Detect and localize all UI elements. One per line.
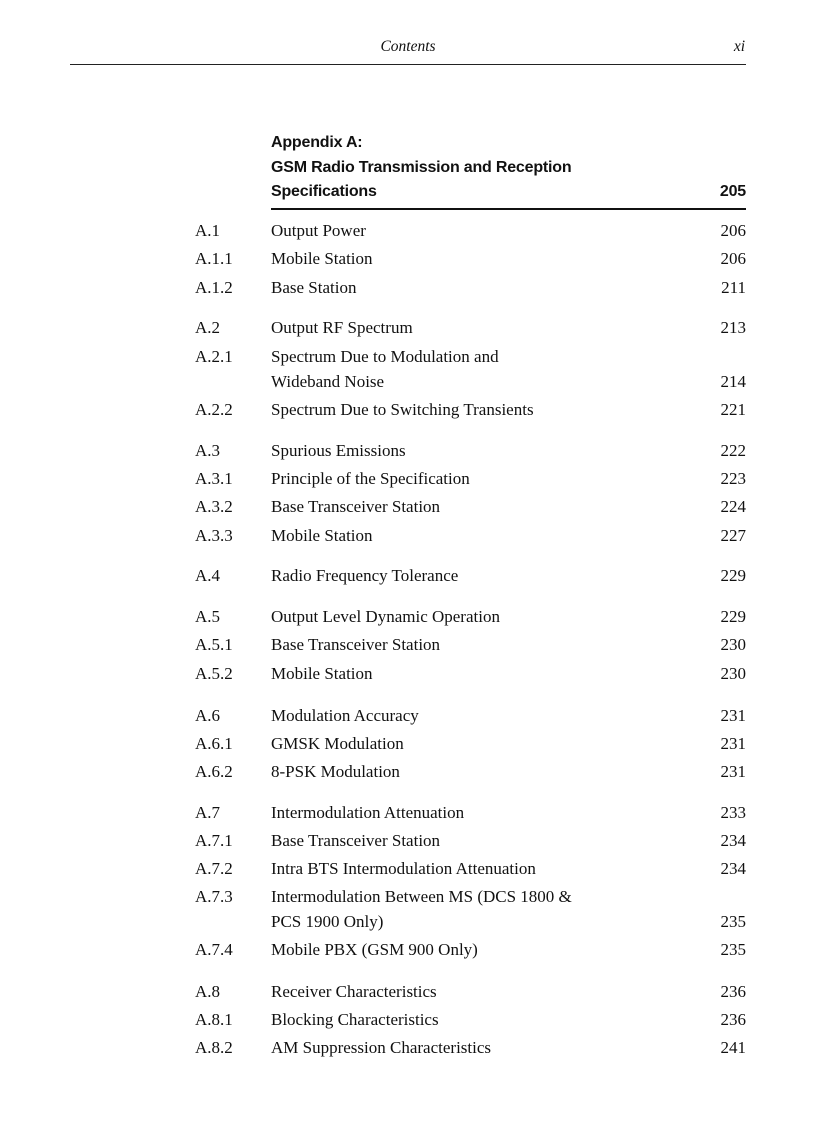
section-page: 223: [720, 469, 746, 488]
section-page: 230: [720, 664, 746, 683]
section-title: Mobile Station: [271, 249, 373, 268]
section-number: A.5: [195, 607, 221, 626]
section-title: Radio Frequency Tolerance: [271, 566, 459, 585]
section-page: 233: [720, 803, 746, 822]
section-title-continued: Wideband Noise: [271, 372, 385, 391]
section-title: Base Transceiver Station: [271, 497, 441, 516]
section-number: A.5.2: [195, 664, 233, 683]
section-number: A.3.2: [195, 497, 233, 516]
section-page: 230: [720, 635, 746, 654]
section-number: A.8.2: [195, 1038, 233, 1057]
section-number: A.1.1: [195, 249, 233, 268]
section-number: A.7.4: [195, 940, 233, 959]
appendix-title-text: Specifications: [271, 183, 377, 200]
section-title: Modulation Accuracy: [271, 706, 419, 725]
section-page: 231: [720, 762, 746, 781]
section-number: A.1: [195, 221, 221, 240]
section-number: A.6.1: [195, 734, 233, 753]
section-page: 206: [720, 221, 746, 240]
section-number: A.7.1: [195, 831, 233, 850]
section-page: 231: [720, 734, 746, 753]
section-number: A.7.3: [195, 887, 233, 906]
section-title: Output Power: [271, 221, 366, 240]
section-page: 241: [720, 1038, 746, 1057]
appendix-rule: [271, 208, 746, 210]
section-title: Mobile Station: [271, 526, 373, 545]
appendix-heading: [271, 131, 746, 210]
section-title: Intra BTS Intermodulation Attenuation: [271, 859, 536, 878]
section-title: GMSK Modulation: [271, 734, 404, 753]
section-page: 214: [720, 372, 746, 391]
section-title: Output Level Dynamic Operation: [271, 607, 500, 626]
section-page: 236: [720, 1010, 746, 1029]
section-page: 227: [720, 526, 746, 545]
section-page: 211: [721, 278, 746, 297]
section-page: 213: [720, 318, 746, 337]
appendix-page-number: 205: [719, 183, 746, 200]
section-page: 235: [720, 940, 746, 959]
section-number: A.3.3: [195, 526, 233, 545]
section-title: Spectrum Due to Switching Transients: [271, 400, 534, 419]
section-title: Intermodulation Attenuation: [271, 803, 465, 822]
running-head-title: Contents: [380, 38, 436, 55]
running-head: [70, 36, 746, 65]
section-number: A.3.1: [195, 469, 233, 488]
section-page: 236: [720, 982, 746, 1001]
section-page: 221: [720, 400, 746, 419]
section-title: Spurious Emissions: [271, 441, 406, 460]
section-page: 229: [720, 607, 746, 626]
section-title: Mobile PBX (GSM 900 Only): [271, 940, 478, 959]
section-number: A.3: [195, 441, 221, 460]
section-title: Base Transceiver Station: [271, 831, 441, 850]
section-title: Blocking Characteristics: [271, 1010, 439, 1029]
section-number: A.8.1: [195, 1010, 233, 1029]
section-number: A.7.2: [195, 859, 233, 878]
page-folio: xi: [733, 38, 745, 55]
section-number: A.2: [195, 318, 221, 337]
section-title: Intermodulation Between MS (DCS 1800 &: [271, 887, 572, 906]
section-page: 206: [720, 249, 746, 268]
section-number: A.4: [195, 566, 221, 585]
section-number: A.2.1: [195, 347, 233, 366]
section-number: A.7: [195, 803, 221, 822]
section-page: 234: [720, 831, 746, 850]
section-title: Principle of the Specification: [271, 469, 470, 488]
section-page: 231: [720, 706, 746, 725]
appendix-title-line1: GSM Radio Transmission and Reception: [271, 158, 572, 176]
section-number: A.6: [195, 706, 221, 725]
section-title: Spectrum Due to Modulation and: [271, 347, 499, 366]
section-page: 224: [720, 497, 746, 516]
section-title: Base Transceiver Station: [271, 635, 441, 654]
section-title: 8-PSK Modulation: [271, 762, 400, 781]
appendix-title-line2: [271, 180, 746, 205]
section-title: Output RF Spectrum: [271, 318, 413, 337]
section-number: A.2.2: [195, 400, 233, 419]
appendix-label: Appendix A:: [271, 134, 363, 151]
section-number: A.1.2: [195, 278, 233, 297]
section-title: Receiver Characteristics: [271, 982, 437, 1001]
section-page: 234: [720, 859, 746, 878]
section-number: A.5.1: [195, 635, 233, 654]
section-title: Base Station: [271, 278, 357, 297]
section-page: 229: [720, 566, 746, 585]
section-number: A.8: [195, 982, 221, 1001]
section-number: A.6.2: [195, 762, 233, 781]
section-title-continued: PCS 1900 Only): [271, 912, 384, 931]
section-title: Mobile Station: [271, 664, 373, 683]
section-title: AM Suppression Characteristics: [271, 1038, 492, 1057]
section-page: 235: [720, 912, 746, 931]
section-page: 222: [720, 441, 746, 460]
